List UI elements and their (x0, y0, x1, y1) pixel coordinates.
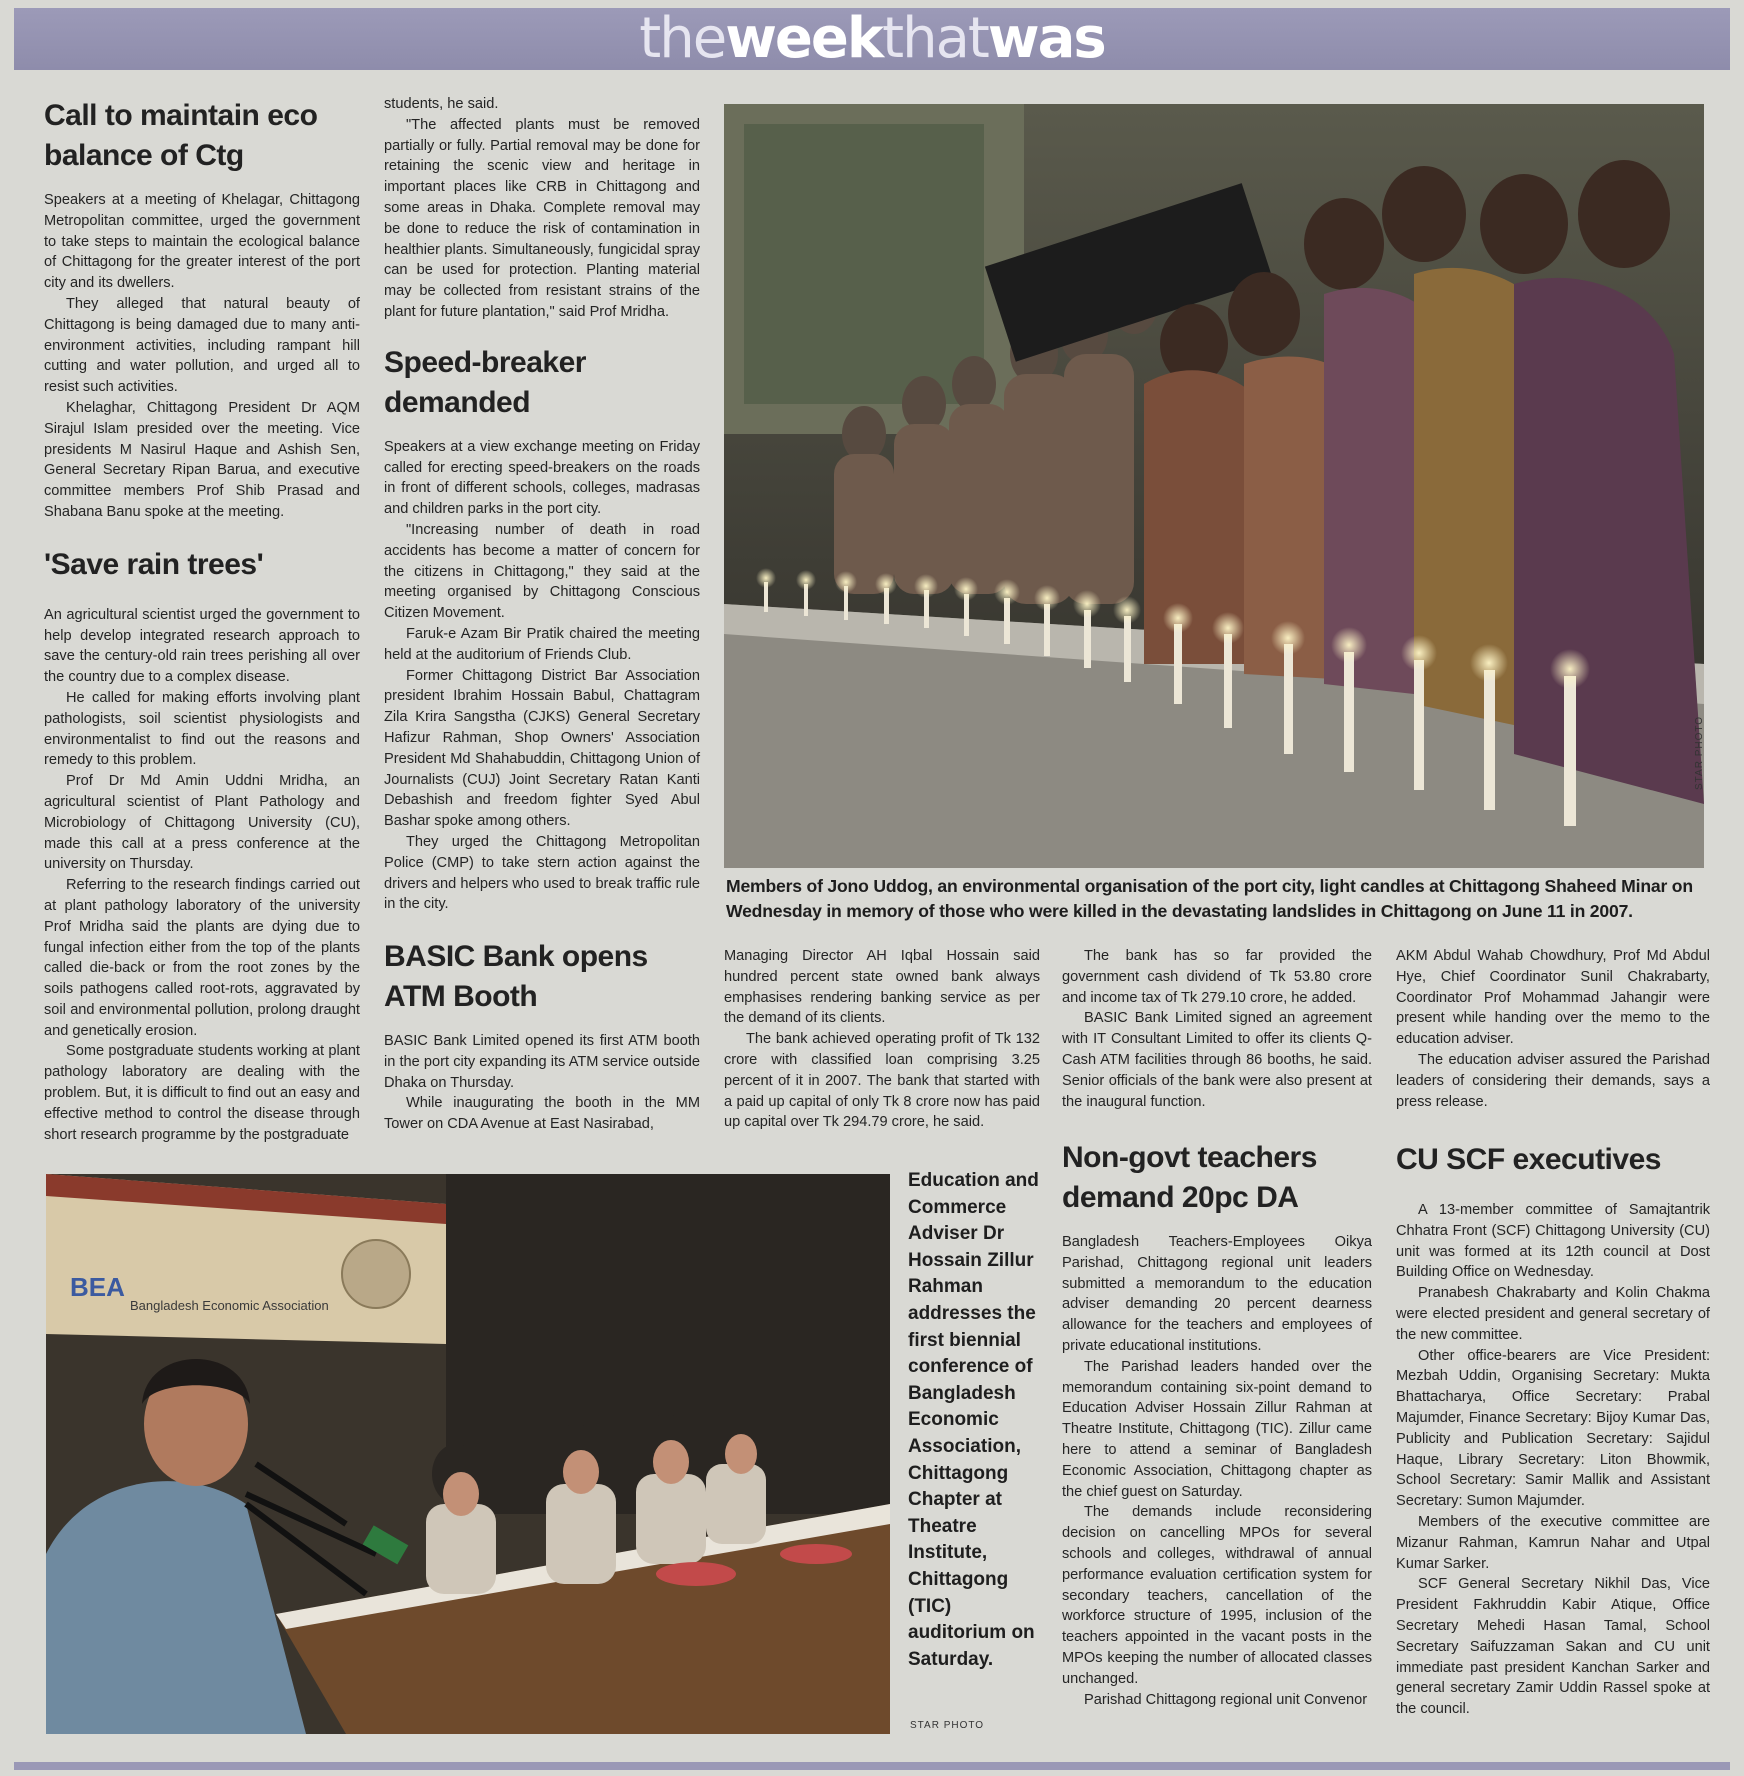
headline-eco-balance: Call to maintain eco balance of Ctg (44, 99, 318, 172)
candle-vigil-illustration (724, 104, 1704, 868)
banner-abbr: BEA (70, 1272, 125, 1302)
photo-credit-conference: STAR PHOTO (910, 1720, 985, 1731)
paragraph: Bangladesh Teachers-Employees Oikya Parishad, Chittagong regional unit leaders submitted a memorandum to the education adviser demanding 20 percent dearness allowance for the teachers and employees of private educational institutions. (1062, 1234, 1372, 1354)
article-basic-bank-continued-1 (724, 946, 1040, 1133)
paragraph: An agricultural scientist urged the government to help develop integrated research approach to save the century-old rain trees perishing all over the country due to a complex disease. (44, 606, 360, 686)
paragraph: SCF General Secretary Nikhil Das, Vice President Fakhruddin Kabir Atique, Office Secretary Mehedi Hasan Tamal, School Secretary Saifuzzaman Sakan and CU unit immediate past president Kanchan Sarker and general secretary Zamir Uddin Rassel spoke at the council. (1396, 1576, 1710, 1718)
paragraph: They urged the Chittagong Metropolitan Police (CMP) to take stern action against the drivers and helpers who used to break traffic rule in the city. (384, 833, 700, 913)
banner-org-name: Bangladesh Economic Association (130, 1298, 329, 1313)
paragraph: The education adviser assured the Parishad leaders of considering their demands, says a press release. (1396, 1051, 1710, 1110)
paragraph: Some postgraduate students working at plant pathology laboratory are dealing with the problem. But, it is difficult to find out an easy and effective method to control the disease through short research programme by the postgraduate (44, 1043, 360, 1143)
paragraph: "Increasing number of death in road accidents has become a matter of concern for the citizens in Chittagong," they said at the meeting organised by Chittagong Conscious Citizen Movement. (384, 521, 700, 622)
paragraph: A 13-member committee of Samajtantrik Chhatra Front (SCF) Chittagong University (CU) unit was formed at its 12th council at Dost Building Office on Wednesday. (1396, 1202, 1710, 1281)
paragraph: Former Chittagong District Bar Association president Ibrahim Hossain Babul, Chattagram Zila Krira Sangstha (CJKS) General Secretary Hafizur Rahman, Shop Owners' Association President Md Shahabuddin, Chittagong Union of Journalists (CUJ) Joint Secretary Ratan Kanti Debashish and freedom fighter Syed Abul Bashar spoke among others. (384, 667, 700, 830)
photo-credit-vertical: STAR PHOTO (1694, 715, 1705, 790)
headline-save-rain-trees: 'Save rain trees' (44, 547, 264, 581)
paragraph: Speakers at a meeting of Khelagar, Chittagong Metropolitan committee, urged the government to take steps to maintain the ecological balance of Chittagong for the greater interest of the port city and its dwellers. (44, 192, 360, 292)
paragraph: Parishad Chittagong regional unit Convenor (1084, 1691, 1368, 1708)
article-eco-balance (44, 190, 360, 523)
paragraph: Other office-bearers are Vice President: Mezbah Uddin, Organising Secretary: Mukta Bhattacharya, Office Secretary: Prabal Majumder, Finance Secretary: Bijoy Kumar Das, Publicity and Publication Secretary: Sajidul Haque, Library Secretary: Liton Bhowmik, School Secretary: Samir Mallik and Assistant Secretary: Sumon Majumder. (1396, 1347, 1710, 1510)
article-speed-breaker (384, 437, 700, 915)
paragraph: Members of the executive committee are Mizanur Rahman, Kamrun Nahar and Utpal Kumar Sarker. (1396, 1513, 1710, 1572)
paragraph: The Parishad leaders handed over the memorandum containing six-point demand to Education Adviser Hossain Zillur Rahman at Theatre Institute, Chittagong (TIC). Zillur came here to attend a seminar of Bangladesh Economic Association, Chittagong chapter as the chief guest on Saturday. (1062, 1358, 1372, 1500)
article-cu-scf (1396, 1140, 1710, 1720)
paragraph: Faruk-e Azam Bir Pratik chaired the meeting held at the auditorium of Friends Club. (384, 625, 700, 663)
article-column-1 (44, 96, 360, 1145)
conference-illustration (46, 1174, 890, 1734)
masthead-banner (14, 8, 1730, 70)
photo-conference (46, 1174, 890, 1734)
paragraph: Pranabesh Chakrabarty and Kolin Chakma were elected president and general secretary of the new committee. (1396, 1285, 1710, 1343)
masthead-week: week (725, 6, 883, 71)
paragraph: The bank has so far provided the government cash dividend of Tk 53.80 crore and income tax of Tk 279.10 crore, he added. (1062, 948, 1372, 1006)
paragraph: Managing Director AH Iqbal Hossain said hundred percent state owned bank always emphasises rendering banking service as per the demand of its clients. (724, 948, 1040, 1027)
paragraph: AKM Abdul Wahab Chowdhury, Prof Md Abdul Hye, Chief Coordinator Sunil Chakrabarty, Coordinator Prof Mohammad Jahangir were present while handing over the memo to the education adviser. (1396, 948, 1710, 1048)
caption-conference: Education and Commerce Adviser Dr Hossain Zillur Rahman addresses the first biennial conference of Bangladesh Economic Association, Chittagong Chapter at Theatre Institute, Chittagong (TIC) auditorium on Saturday. (908, 1170, 1039, 1670)
masthead-logo (639, 6, 1105, 71)
headline-cu-scf: CU SCF executives (1396, 1143, 1661, 1176)
masthead-was: was (987, 6, 1105, 71)
paragraph: He called for making efforts involving plant pathologists, soil scientist physiologists and environmentalist to find out the reasons and remedy to this problem. (44, 689, 360, 769)
paragraph: Khelaghar, Chittagong President Dr AQM Sirajul Islam presided over the meeting. Vice presidents M Nasirul Haque and Ashish Sen, General Secretary Ripan Barua, and executive committee members Prof Shib Prasad and Shabana Banu spoke at the meeting. (44, 399, 360, 520)
paragraph: Prof Dr Md Amin Uddni Mridha, an agricultural scientist of Plant Pathology and Microbiology of Chittagong University (CU), made this call at a press conference at the university on Thursday. (44, 773, 360, 873)
headline-speed-breaker: Speed-breaker demanded (384, 345, 586, 419)
article-basic-bank-continued-2 (1062, 946, 1372, 1112)
headline-basic-bank: BASIC Bank opens ATM Booth (384, 940, 648, 1014)
paragraph: "The affected plants must be removed partially or fully. Partial removal may be done for retaining the scenic view and heritage in important places like CRB in Chittagong and some areas in Dhaka. Complete removal may be done to reduce the risk of contamination in healthier plants. Simultaneously, fungicidal spray can be used for protection. Planting material may be collected from resistant strains of the plant for future plantation," said Prof Mridha. (384, 116, 700, 320)
paragraph: The bank achieved operating profit of Tk 132 crore with classified loan comprising 3.25 percent of it in 2007. The bank that started with a paid up capital of only Tk 8 crore now has paid up capital over Tk 294.79 crore, he said. (724, 1031, 1040, 1131)
paragraph: Speakers at a view exchange meeting on Friday called for erecting speed-breakers on the roads in front of different schools, colleges, madrasas and children parks in the port city. (384, 438, 700, 518)
paragraph: The demands include reconsidering decision on cancelling MPOs for several schools and colleges, withdrawal of annual performance evaluation certification system for secondary teachers, cancellation of the workforce structure of 1995, inclusion of the teachers appointed in the vacant posts in the MPOs keeping the number of allocated classes unchanged. (1062, 1504, 1372, 1687)
masthead-the: the (639, 6, 726, 71)
masthead-that: that (882, 6, 988, 71)
paragraph: BASIC Bank Limited signed an agreement with IT Consultant Limited to offer its clients Q-Cash ATM facilities through 86 booths, he said. Senior officials of the bank were also present at the inaugural function. (1062, 1010, 1372, 1110)
article-non-govt-teachers-continued (1396, 946, 1710, 1112)
paragraph: BASIC Bank Limited opened its first ATM booth in the port city expanding its ATM service outside Dhaka on Thursday. (384, 1033, 700, 1091)
photo-candle-vigil (724, 104, 1704, 868)
caption-candle-vigil: Members of Jono Uddog, an environmental organisation of the port city, light candles at Chittagong Shaheed Minar on Wednesday in memory of those who were killed in the devastating landslides in Chittagong on June 11 in 2007. (726, 876, 1693, 921)
headline-non-govt-teachers: Non-govt teachers demand 20pc DA (1062, 1141, 1317, 1214)
paragraph: While inaugurating the booth in the MM Tower on CDA Avenue at East Nasirabad, (384, 1095, 700, 1133)
article-save-rain-trees-continued (384, 94, 700, 323)
paragraph: Referring to the research findings carried out at plant pathology laboratory of the university Prof Mridha said the plants are dying due to fungal infection either from the top of the plants called die-back or from the root zones by the soils pathogens called root-rots, aggravated by soil and environmental pollution, prolong draught and genetically erosion. (44, 877, 360, 1039)
article-column-2 (384, 94, 700, 1135)
article-non-govt-teachers (1062, 1138, 1372, 1710)
paragraph: They alleged that natural beauty of Chittagong is being damaged due to many anti-environment activities, including rampant hill cutting and water pollution, and urged all to resist such activities. (44, 295, 360, 396)
footer-rule (14, 1762, 1730, 1770)
article-save-rain-trees (44, 605, 360, 1146)
article-basic-bank (384, 1031, 700, 1135)
paragraph: students, he said. (384, 96, 499, 112)
